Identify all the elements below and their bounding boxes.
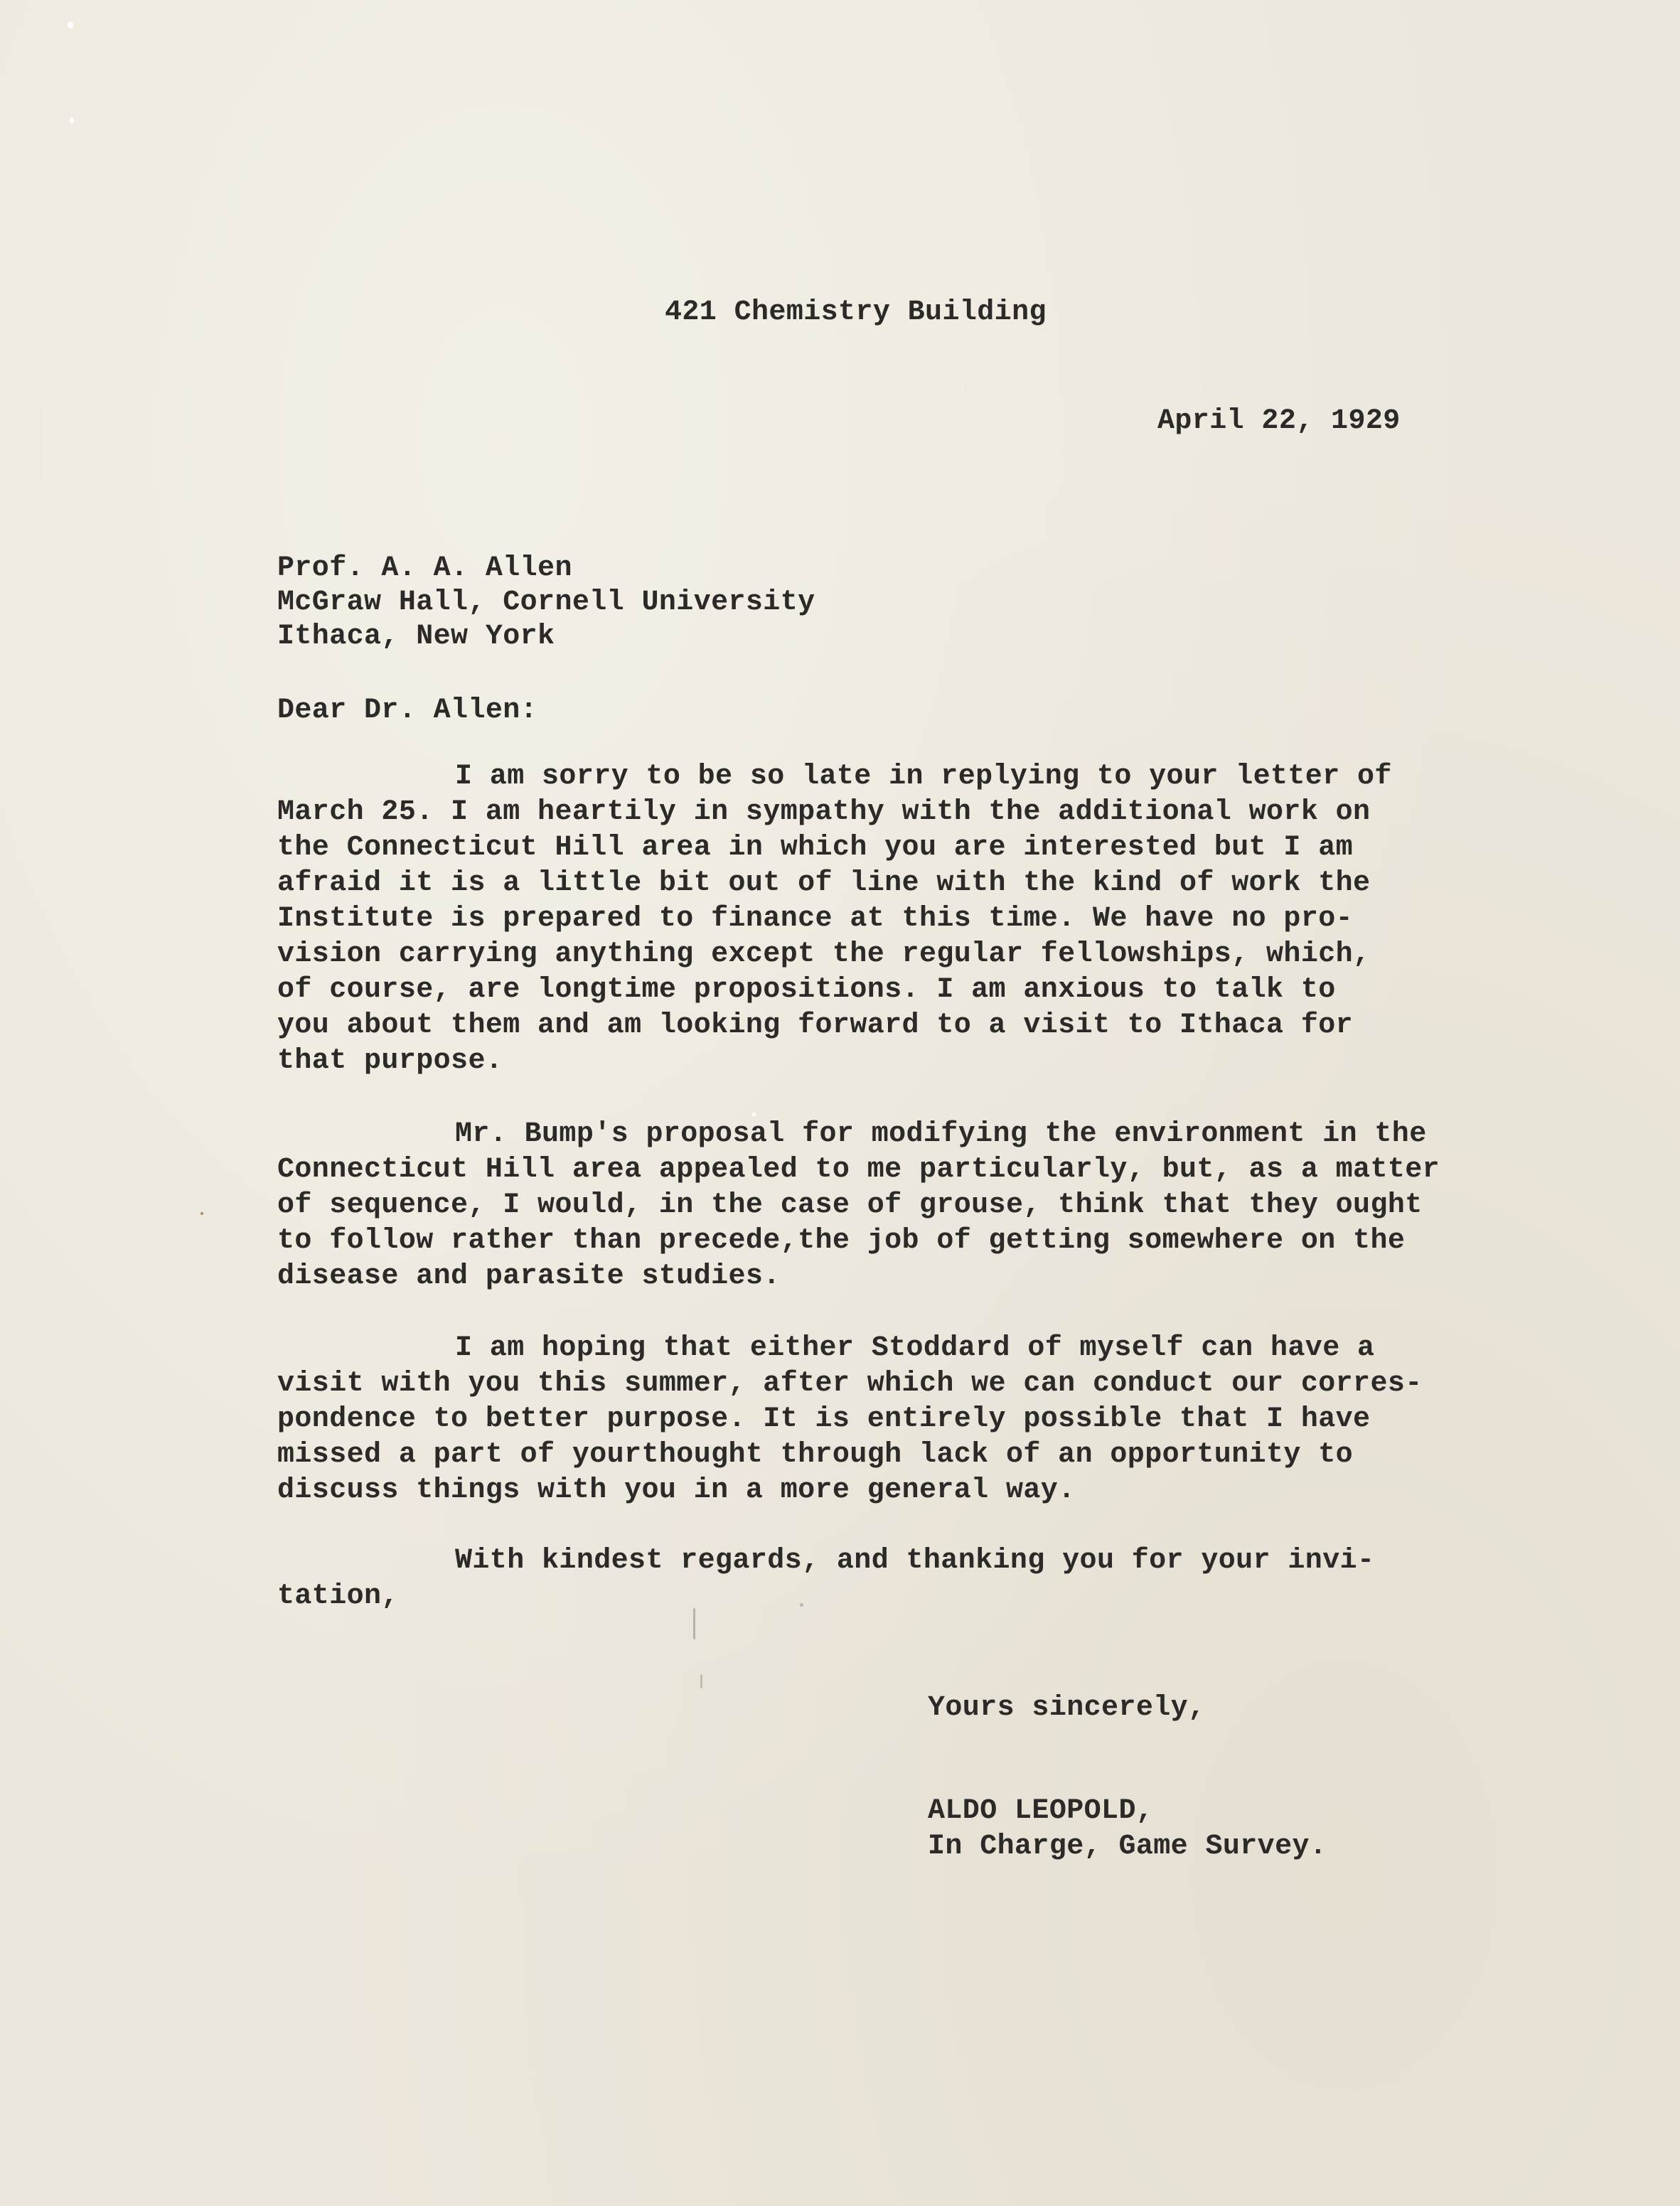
signature-title: In Charge, Game Survey. — [928, 1831, 1327, 1863]
body-paragraph-4 — [277, 1543, 1374, 1615]
letterhead-address: 421 Chemistry Building — [665, 296, 1047, 328]
paragraph-line: that purpose. — [277, 1045, 503, 1077]
paragraph-line: afraid it is a little bit out of line with the kind of work the — [277, 867, 1371, 899]
recipient-name: Prof. A. A. Allen — [277, 552, 572, 584]
paragraph-line: Connecticut Hill area appealed to me particularly, but, as a matter — [277, 1154, 1440, 1186]
paper-speck — [800, 1603, 803, 1607]
paper-speck — [700, 1674, 702, 1688]
paragraph-line: of sequence, I would, in the case of grouse, think that they ought — [277, 1189, 1423, 1221]
paragraph-line: disease and parasite studies. — [277, 1260, 781, 1292]
paragraph-line: visit with you this summer, after which we can conduct our corres- — [277, 1368, 1423, 1400]
body-paragraph-3 — [277, 1331, 1423, 1509]
body-paragraph-2 — [277, 1117, 1440, 1295]
recipient-address-line: McGraw Hall, Cornell University — [277, 587, 815, 619]
paragraph-line: I am sorry to be so late in replying to your letter of — [455, 761, 1392, 793]
letter-date: April 22, 1929 — [1157, 405, 1401, 437]
paper-speck — [70, 117, 74, 124]
paragraph-line: discuss things with you in a more general way. — [277, 1474, 1076, 1506]
paper-speck — [693, 1608, 695, 1639]
paragraph-line: With kindest regards, and thanking you for your invi- — [455, 1545, 1375, 1577]
paragraph-line: of course, are longtime propositions. I am anxious to talk to — [277, 974, 1336, 1006]
paragraph-line: vision carrying anything except the regular fellowships, which, — [277, 938, 1371, 970]
paper-speck — [68, 21, 73, 28]
paragraph-line: missed a part of yourthought through lack of an opportunity to — [277, 1439, 1354, 1471]
recipient-city: Ithaca, New York — [277, 621, 555, 653]
complimentary-close: Yours sincerely, — [928, 1692, 1206, 1724]
paper-speck — [752, 1113, 756, 1116]
paragraph-line: Mr. Bump's proposal for modifying the environment in the — [455, 1118, 1427, 1150]
paragraph-line: pondence to better purpose. It is entirely possible that I have — [277, 1403, 1371, 1435]
paragraph-line: March 25. I am heartily in sympathy with the additional work on — [277, 796, 1371, 828]
paragraph-line: the Connecticut Hill area in which you are interested but I am — [277, 832, 1354, 864]
body-paragraph-1 — [277, 759, 1392, 1079]
paragraph-line: I am hoping that either Stoddard of myself can have a — [455, 1332, 1375, 1364]
salutation: Dear Dr. Allen: — [277, 695, 538, 727]
paragraph-line: tation, — [277, 1580, 399, 1612]
paragraph-line: Institute is prepared to finance at this time. We have no pro- — [277, 903, 1354, 935]
paper-speck — [200, 1212, 203, 1215]
paragraph-line: to follow rather than precede,the job of getting somewhere on the — [277, 1225, 1406, 1257]
signature-name: ALDO LEOPOLD, — [928, 1795, 1154, 1827]
paragraph-line: you about them and am looking forward to a visit to Ithaca for — [277, 1010, 1354, 1042]
